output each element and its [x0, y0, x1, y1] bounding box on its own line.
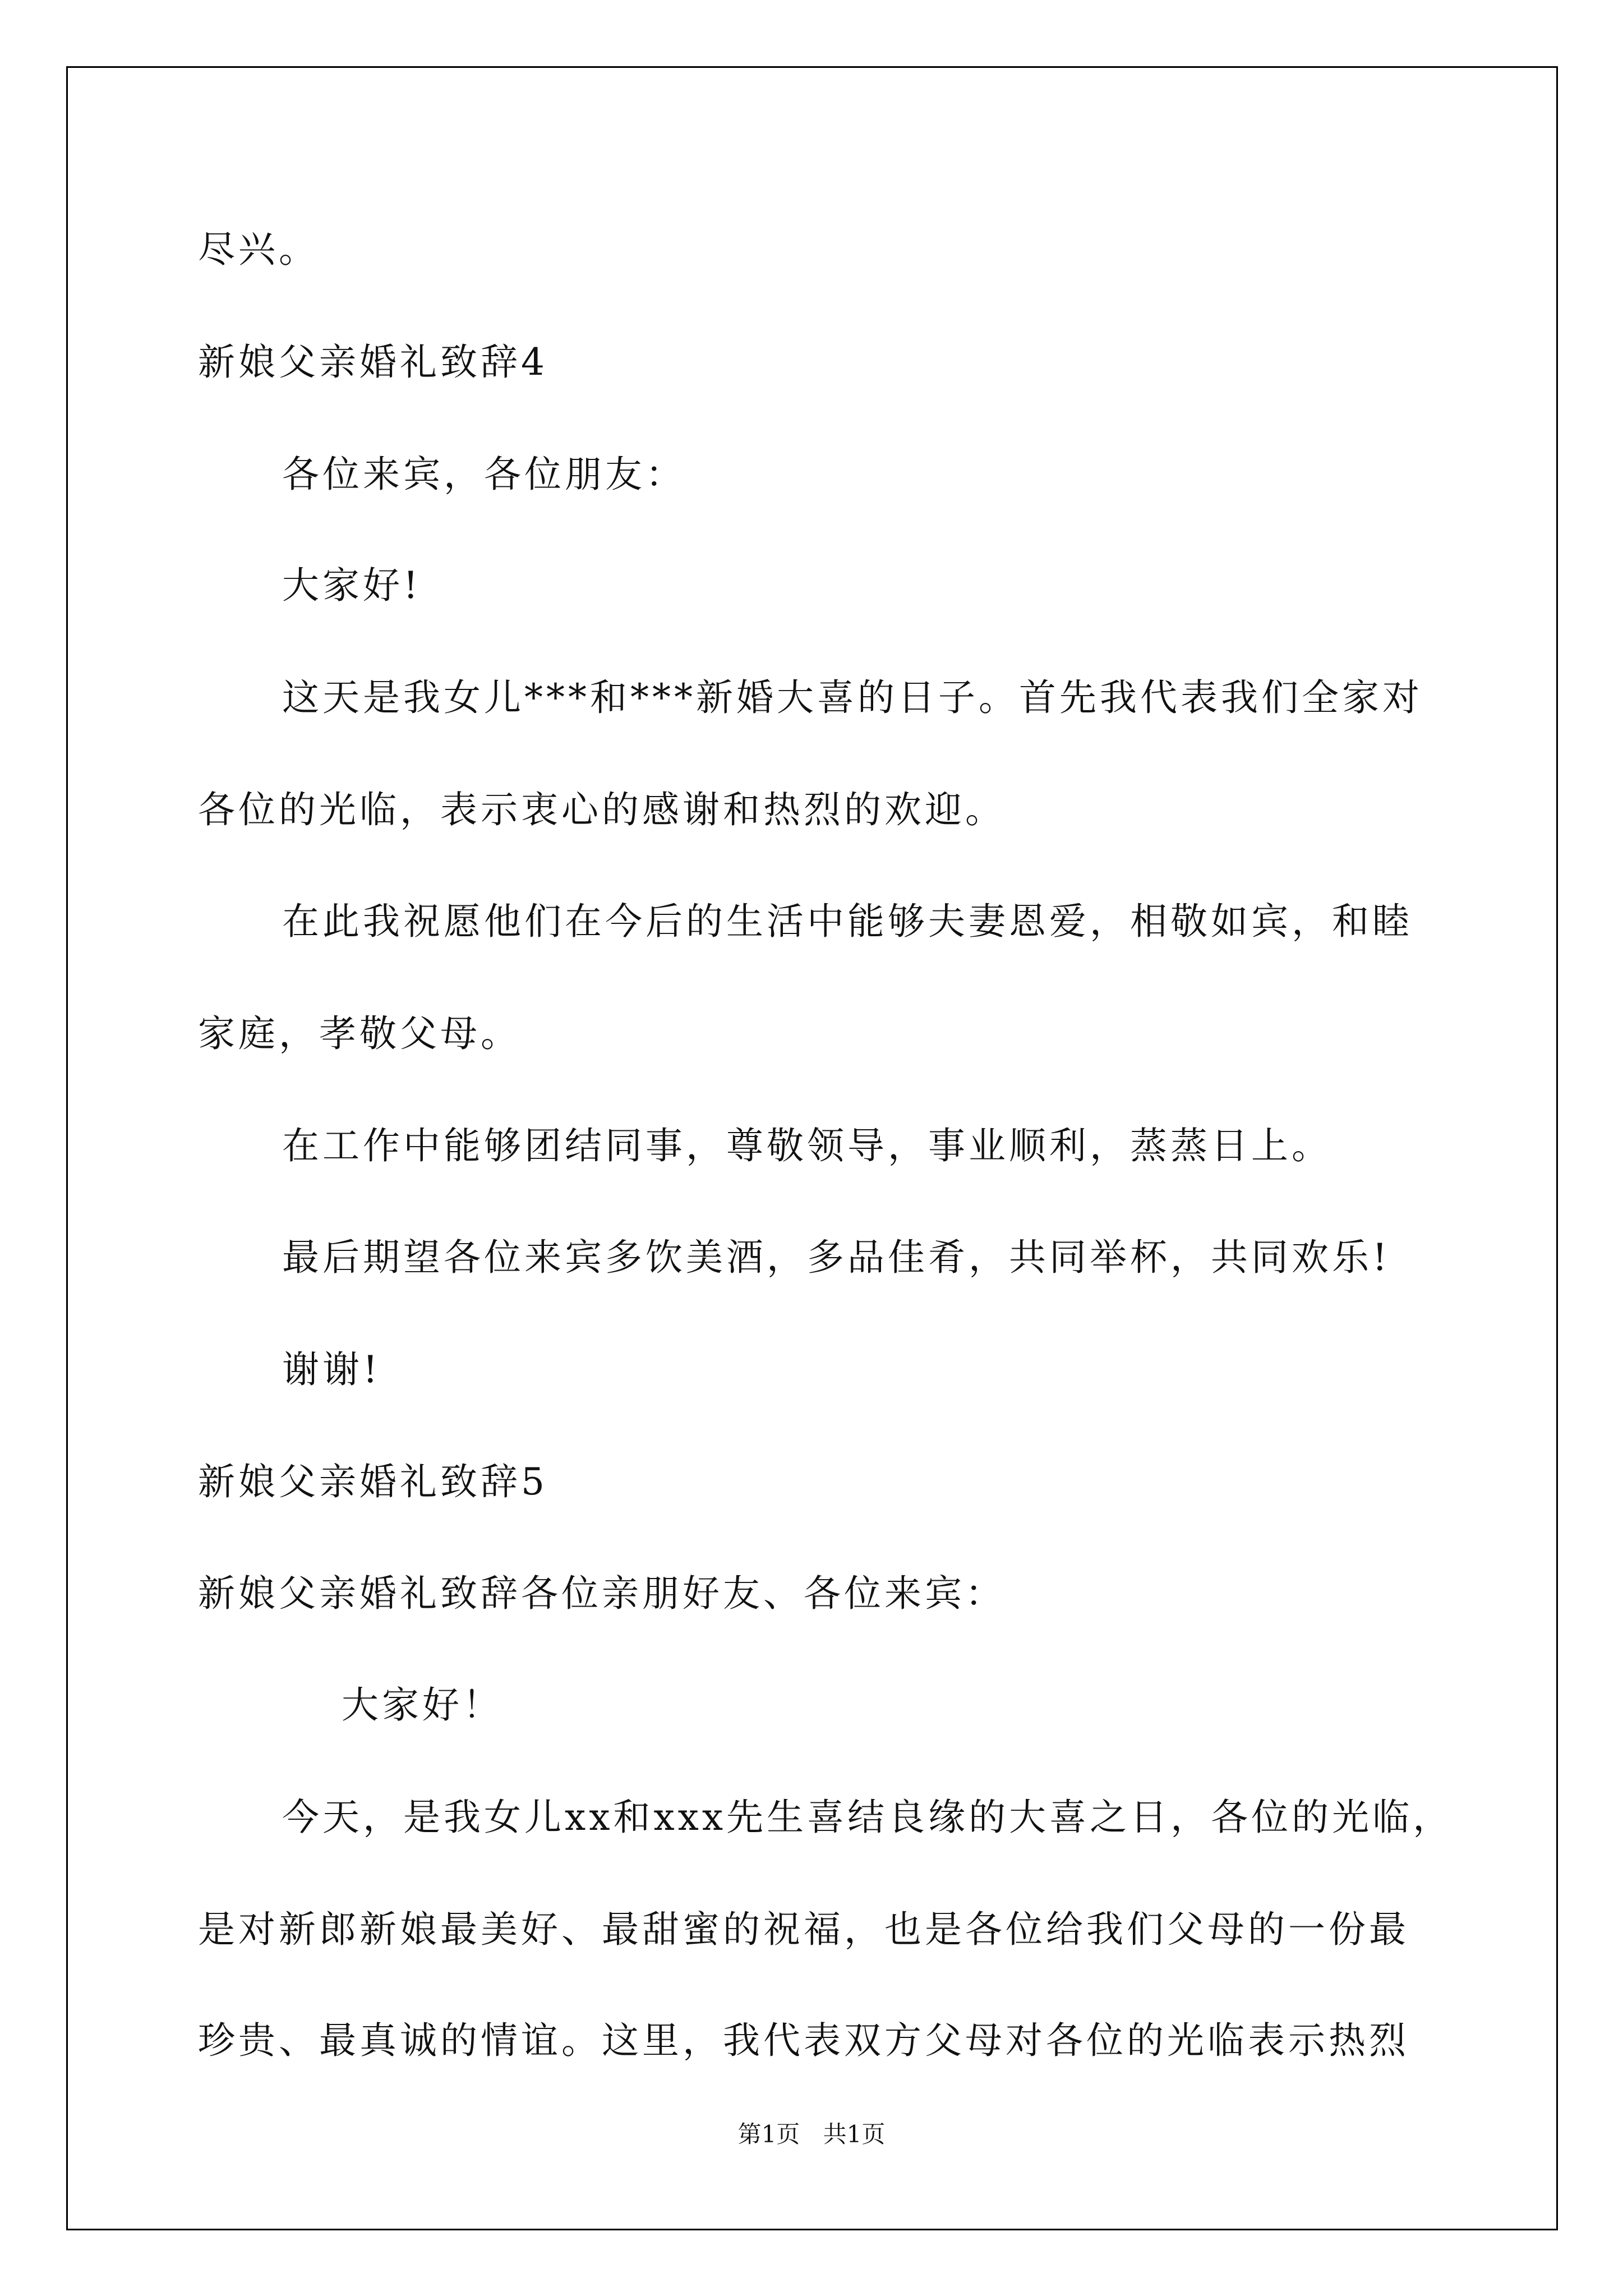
page-number: 第1页	[737, 2120, 800, 2148]
paragraph-line: 珍贵、最真诚的情谊。这里，我代表双方父母对各位的光临表示热烈	[198, 2019, 1409, 2062]
paragraph-line: 这天是我女儿***和***新婚大喜的日子。首先我代表我们全家对	[282, 676, 1423, 719]
paragraph-line: 在此我祝愿他们在今后的生活中能够夫妻恩爱，相敬如宾，和睦	[282, 900, 1413, 943]
text-line-continuation: 尽兴。	[198, 228, 319, 271]
greeting: 大家好！	[342, 1683, 503, 1727]
section-heading-5: 新娘父亲婚礼致辞5	[198, 1460, 548, 1503]
salutation: 新娘父亲婚礼致辞各位亲朋好友、各位来宾：	[198, 1572, 1006, 1615]
closing-thanks: 谢谢!	[282, 1348, 381, 1391]
page-total: 共1页	[823, 2120, 886, 2148]
paragraph-line: 各位的光临，表示衷心的感谢和热烈的欢迎。	[198, 788, 1006, 831]
paragraph-line: 家庭，孝敬父母。	[198, 1012, 521, 1055]
section-heading-4: 新娘父亲婚礼致辞4	[198, 341, 548, 384]
paragraph-line: 最后期望各位来宾多饮美酒，多品佳肴，共同举杯，共同欢乐!	[282, 1236, 1391, 1279]
greeting: 大家好!	[282, 564, 422, 607]
salutation: 各位来宾，各位朋友：	[282, 453, 686, 496]
paragraph-line: 在工作中能够团结同事，尊敬领导，事业顺利，蒸蒸日上。	[282, 1124, 1332, 1167]
page-footer	[0, 2120, 1623, 2148]
paragraph-line: 是对新郎新娘最美好、最甜蜜的祝福，也是各位给我们父母的一份最	[198, 1908, 1409, 1951]
paragraph-line: 今天，是我女儿xx和xxx先生喜结良缘的大喜之日，各位的光临，	[282, 1796, 1454, 1839]
